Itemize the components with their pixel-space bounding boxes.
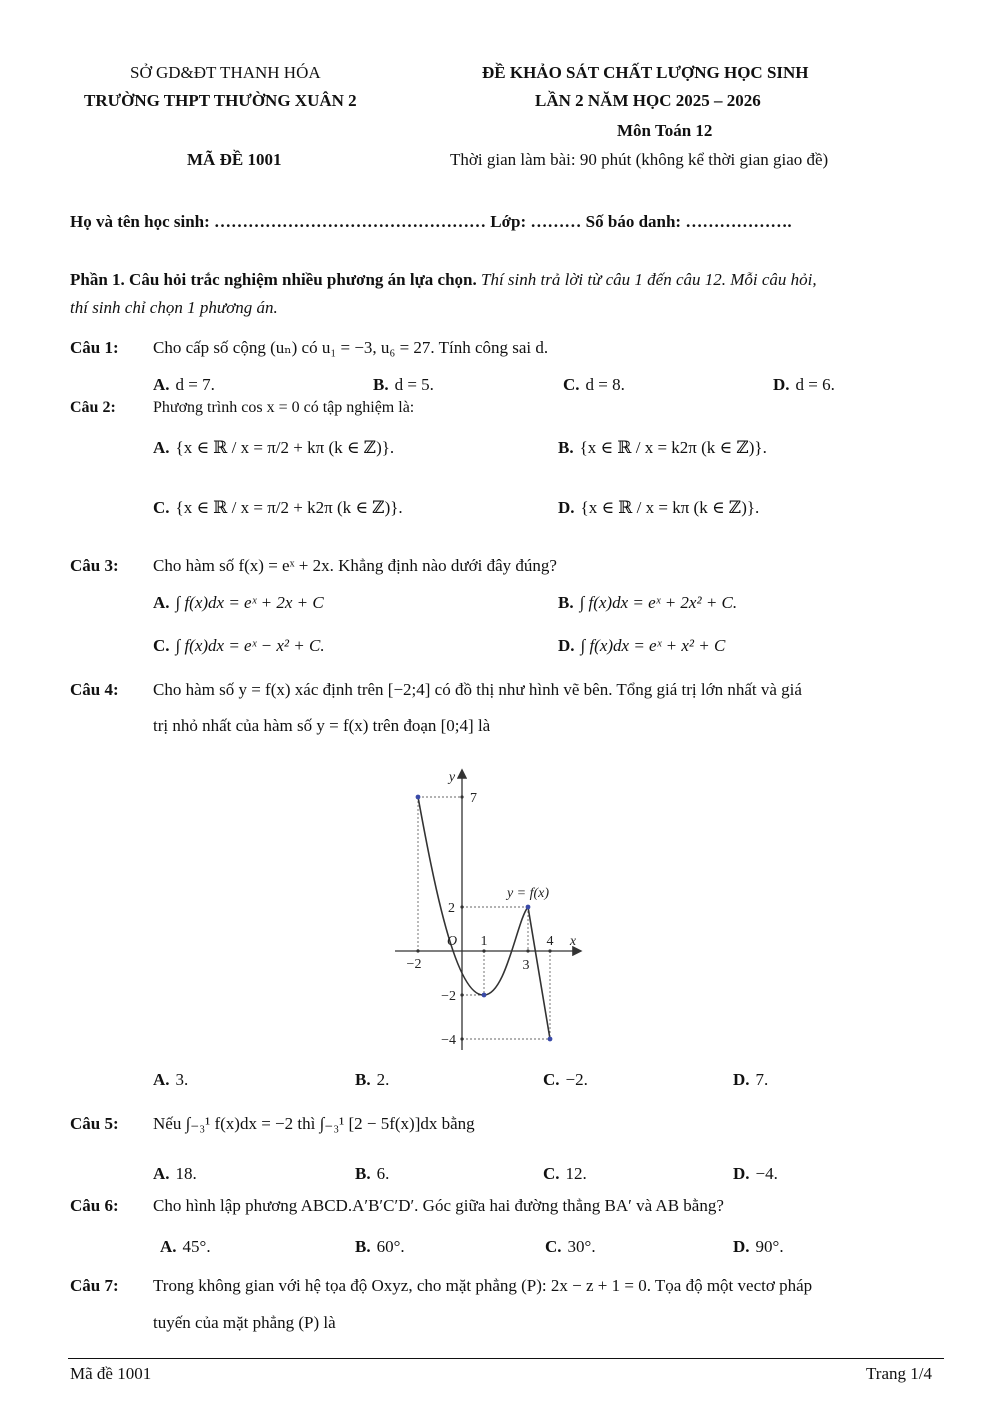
option-label: B. [558,593,574,612]
duration: Thời gian làm bài: 90 phút (không kể thời gian giao đề) [450,150,829,169]
function-graph [390,765,590,1055]
question-label: Câu 3: [70,556,119,575]
option-text: −4. [755,1164,778,1183]
curve-label: y = f(x) [506,886,550,901]
option-label: B. [373,375,389,394]
option-label: C. [563,375,580,394]
option-label: C. [153,636,170,655]
option-text: 60°. [376,1237,405,1256]
part1-instruction-cont: thí sinh chỉ chọn 1 phương án. [70,298,278,317]
option-text: ∫ f(x)dx = eˣ − x² + C. [175,636,325,655]
option-d [773,375,835,395]
option-label: A. [153,593,170,612]
tick-dot [482,949,485,952]
option-text: 3. [175,1070,189,1089]
option-a [153,438,394,458]
option-label: A. [153,375,170,394]
question-text: Trong không gian với hệ tọa độ Oxyz, cho mặt phẳng (P): 2x − z + 1 = 0. Tọa độ một vectơ pháp [153,1276,813,1295]
question-label: Câu 4: [70,680,119,699]
option-label: C. [153,498,170,517]
exam-session: LẦN 2 NĂM HỌC 2025 – 2026 [535,91,761,110]
option-c [543,1164,587,1184]
tick-label-x: −2 [406,957,422,972]
option-text: −2. [565,1070,588,1089]
question-text-cont: tuyến của mặt phẳng (P) là [153,1313,336,1332]
option-b [355,1164,389,1184]
tick-dot [416,949,419,952]
question-text: Cho hàm số f(x) = eˣ + 2x. Khẳng định nào dưới đây đúng? [153,556,557,575]
option-text: 7. [755,1070,769,1089]
school-name: TRƯỜNG THPT THƯỜNG XUÂN 2 [84,91,357,110]
option-text: 18. [175,1164,197,1183]
graph-point [482,993,487,998]
page-number: Trang 1/4 [866,1364,932,1383]
student-info-line: Họ và tên học sinh: ………………………………………… Lớp: ……… Số báo danh: ………………. [70,212,792,231]
option-label: D. [733,1070,750,1089]
option-b [355,1237,405,1257]
option-d [733,1164,778,1184]
option-label: B. [558,438,574,457]
question-label: Câu 5: [70,1114,119,1133]
option-text: 30°. [567,1237,596,1256]
footer-divider [68,1358,944,1359]
option-text: ∫ f(x)dx = eˣ + x² + C [580,636,726,655]
option-text: 12. [565,1164,587,1183]
question-text: Nếu ∫₋₃¹ f(x)dx = −2 thì ∫₋₃¹ [2 − 5f(x)]dx bằng [153,1114,475,1133]
option-label: D. [733,1164,750,1183]
option-a [153,375,215,395]
tick-label-y: 7 [470,791,477,806]
option-label: A. [153,1070,170,1089]
exam-title: ĐỀ KHẢO SÁT CHẤT LƯỢNG HỌC SINH [482,63,809,82]
y-axis-label: y [448,770,456,785]
option-c [543,1070,588,1090]
curve-f [418,797,550,1039]
question-text: Cho cấp số cộng (uₙ) có u₁ = −3, u₆ = 27. Tính công sai d. [153,338,549,357]
part1-instruction: Thí sinh trả lời từ câu 1 đến câu 12. Mỗi câu hỏi, [481,270,817,289]
option-b [373,375,434,395]
option-label: C. [543,1070,560,1089]
option-d [558,636,725,656]
tick-label-x: 3 [522,958,530,973]
origin-label: O [446,934,458,949]
option-b [558,438,767,458]
x-axis-label: x [569,934,577,949]
tick-dot [460,993,463,996]
question-text-cont: trị nhỏ nhất của hàm số y = f(x) trên đoạn [0;4] là [153,716,491,735]
option-c [153,498,403,518]
option-b [355,1070,389,1090]
department-name: SỞ GD&ĐT THANH HÓA [130,63,321,82]
tick-label-y: −4 [441,1033,456,1048]
question-text: Cho hàm số y = f(x) xác định trên [−2;4] có đồ thị như hình vẽ bên. Tổng giá trị lớn nhất và giá [153,680,802,699]
option-text: {x ∈ ℝ / x = k2π (k ∈ ℤ)}. [579,438,767,457]
option-label: C. [543,1164,560,1183]
exam-code: MÃ ĐỀ 1001 [187,150,282,169]
option-a [153,1070,188,1090]
option-c [545,1237,596,1257]
option-d [733,1237,784,1257]
question-label: Câu 7: [70,1276,119,1295]
option-label: D. [558,498,575,517]
graph-point [416,795,421,800]
option-text: d = 6. [795,375,835,394]
option-text: ∫ f(x)dx = eˣ + 2x + C [175,593,324,612]
question-text: Phương trình cos x = 0 có tập nghiệm là: [153,399,415,416]
option-a [153,593,324,613]
option-label: D. [733,1237,750,1256]
option-c [563,375,625,395]
tick-label-y: −2 [441,989,456,1004]
question-label: Câu 6: [70,1196,119,1215]
option-text: 6. [376,1164,390,1183]
option-label: D. [773,375,790,394]
option-a [153,1164,197,1184]
option-label: B. [355,1237,371,1256]
option-label: B. [355,1164,371,1183]
option-text: d = 7. [175,375,215,394]
option-label: B. [355,1070,371,1089]
option-text: d = 5. [394,375,434,394]
option-text: 2. [376,1070,390,1089]
tick-dot [460,1037,463,1040]
subject: Môn Toán 12 [617,121,713,140]
tick-dot [460,905,463,908]
tick-label-x: 4 [546,934,554,949]
question-label: Câu 2: [70,399,116,416]
option-text: 90°. [755,1237,784,1256]
tick-dot [548,949,551,952]
option-label: C. [545,1237,562,1256]
part1-heading [70,270,817,290]
option-c [153,636,325,656]
question-label: Câu 1: [70,338,119,357]
option-d [733,1070,768,1090]
option-a [160,1237,211,1257]
option-text: d = 8. [585,375,625,394]
tick-dot [460,795,463,798]
option-label: A. [153,438,170,457]
option-b [558,593,737,613]
tick-dot [526,949,529,952]
graph-point [526,905,531,910]
option-label: A. [160,1237,177,1256]
option-label: A. [153,1164,170,1183]
option-text: {x ∈ ℝ / x = kπ (k ∈ ℤ)}. [580,498,760,517]
option-label: D. [558,636,575,655]
question-text: Cho hình lập phương ABCD.A′B′C′D′. Góc giữa hai đường thẳng BA′ và AB bằng? [153,1196,724,1215]
tick-label-x: 1 [480,934,488,949]
option-text: 45°. [182,1237,211,1256]
option-text: ∫ f(x)dx = eˣ + 2x² + C. [579,593,738,612]
option-text: {x ∈ ℝ / x = π/2 + kπ (k ∈ ℤ)}. [175,438,395,457]
part1-title: Phần 1. Câu hỏi trắc nghiệm nhiều phương án lựa chọn. [70,270,477,289]
option-d [558,498,759,518]
graph-point [548,1037,553,1042]
footer-exam-code: Mã đề 1001 [70,1364,152,1383]
option-text: {x ∈ ℝ / x = π/2 + k2π (k ∈ ℤ)}. [175,498,403,517]
tick-label-y: 2 [448,901,455,916]
